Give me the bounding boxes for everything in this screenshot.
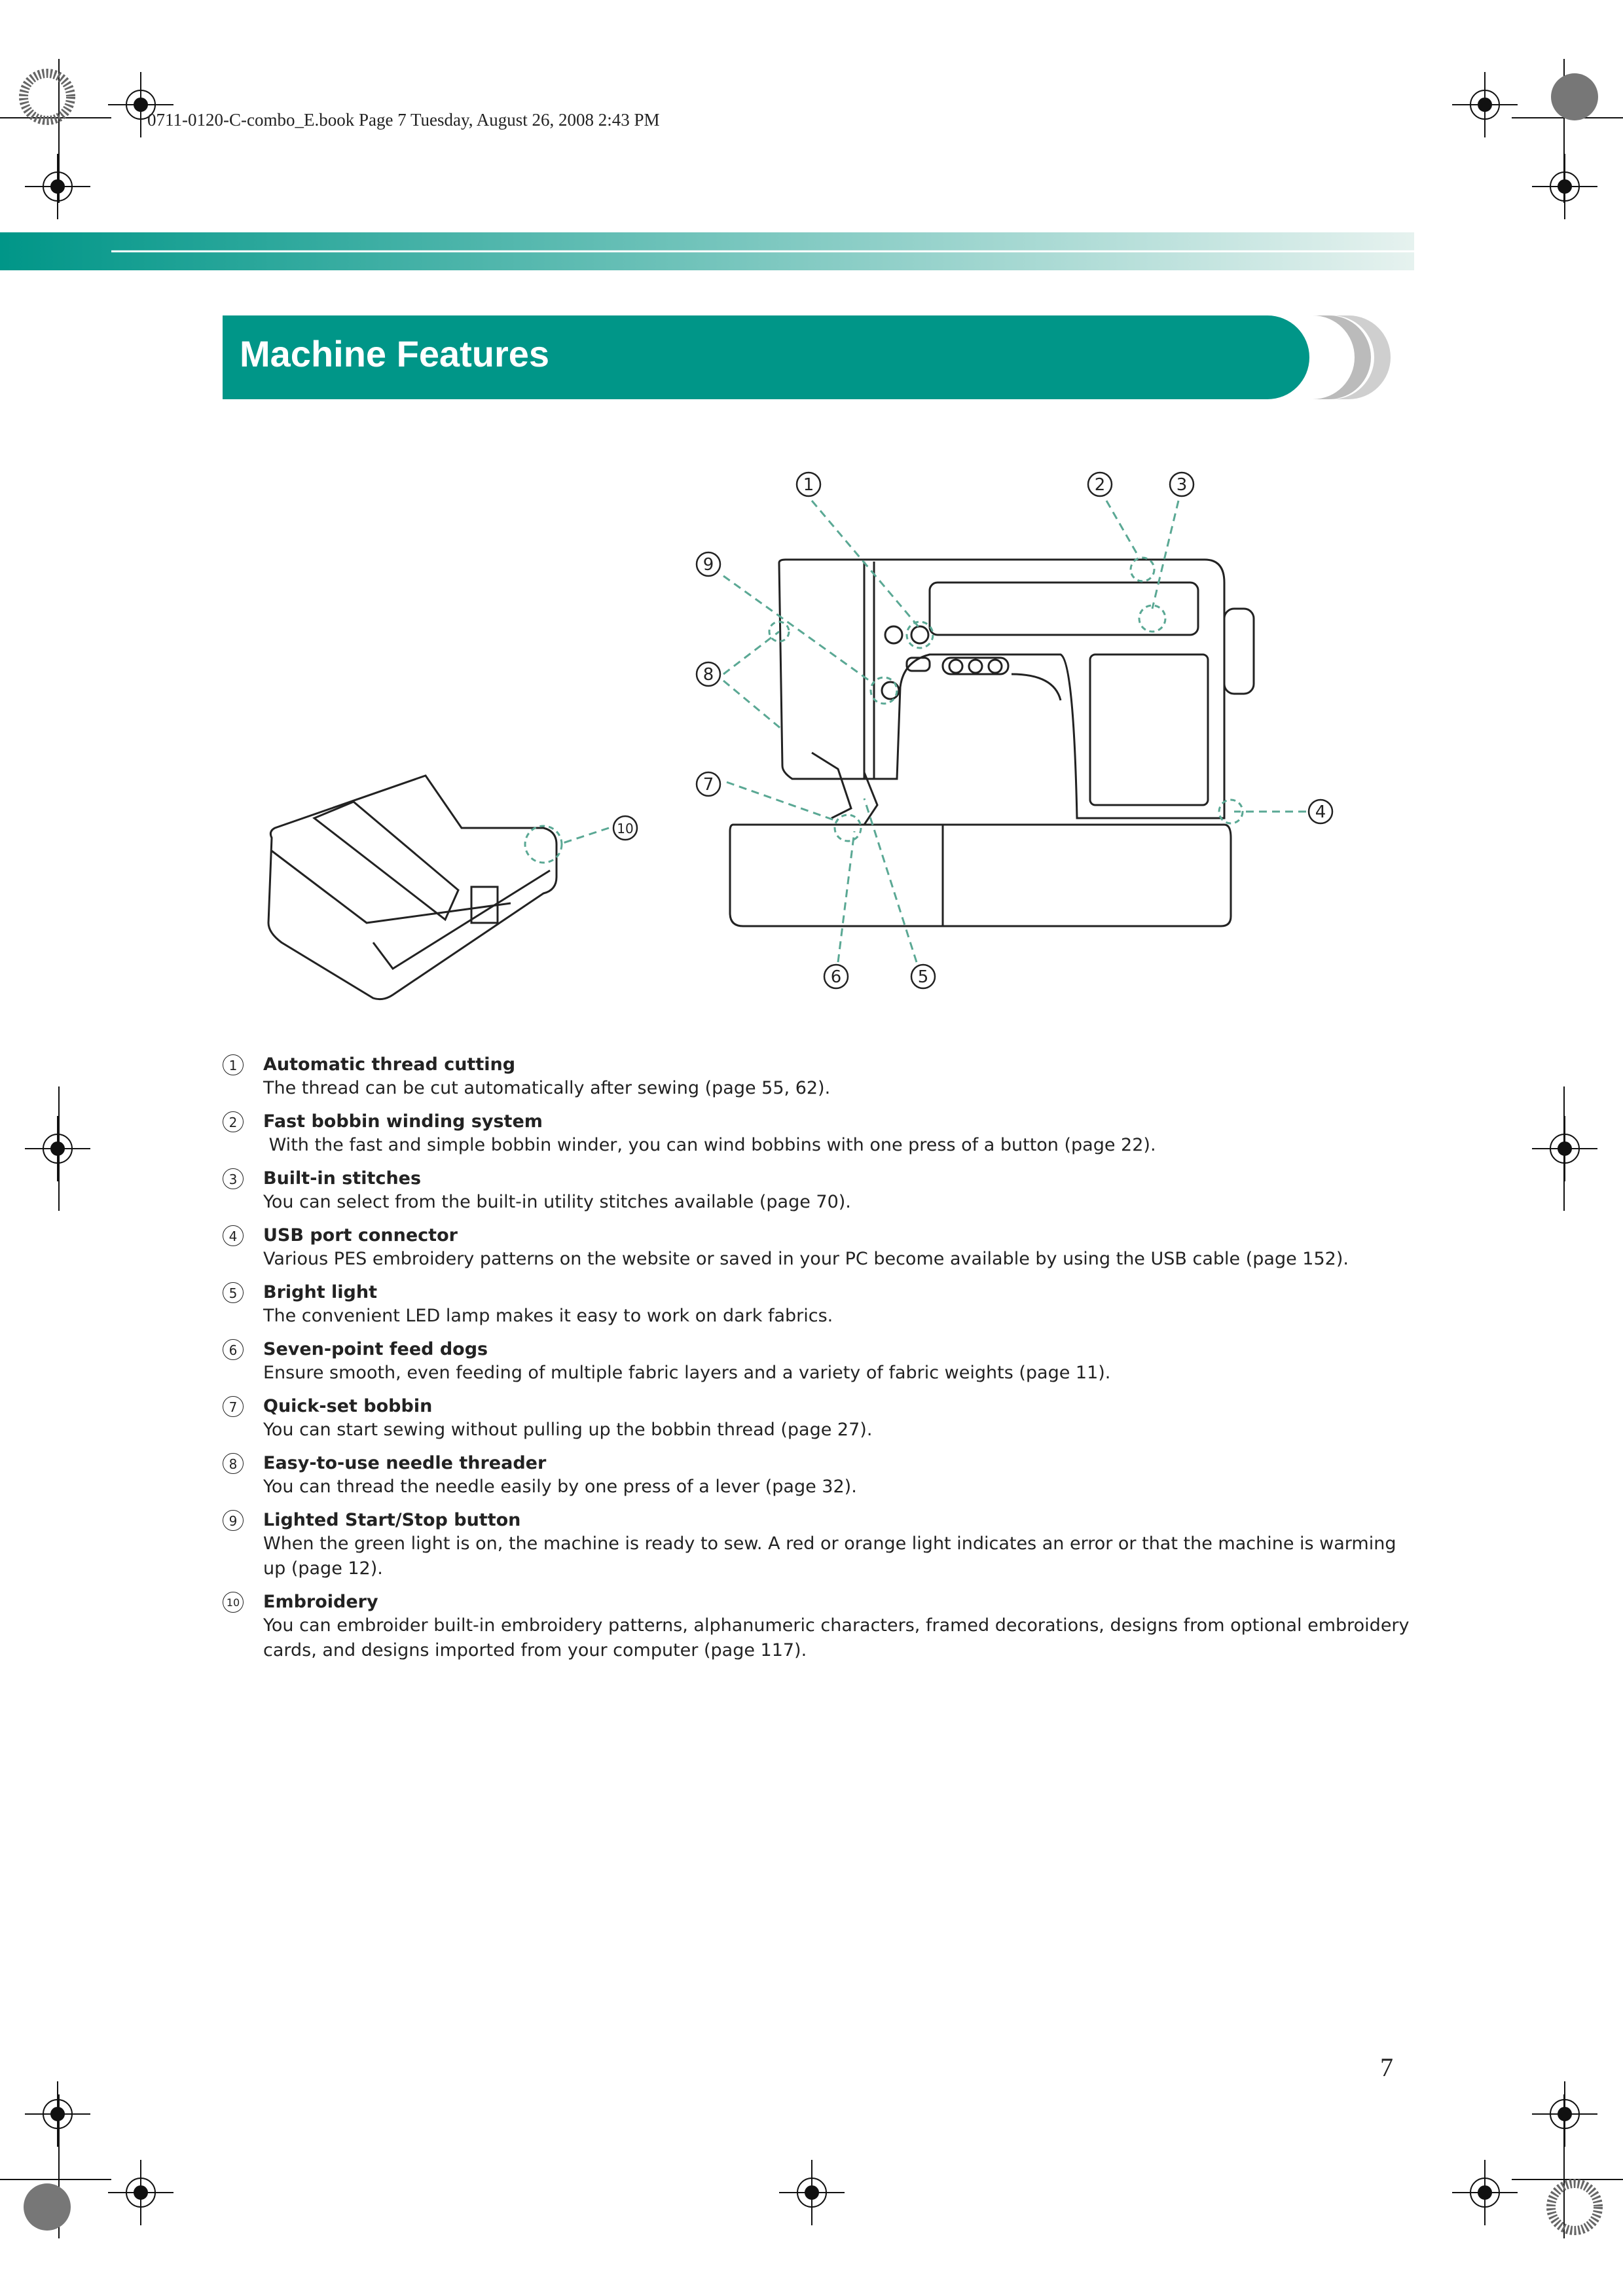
feature-description: Ensure smooth, even feeding of multiple fabric layers and a variety of fabric weights (page 11).: [263, 1363, 1111, 1383]
callout-2: [1088, 473, 1112, 496]
feature-title: USB port connector: [263, 1225, 458, 1246]
feature-description: When the green light is on, the machine is ready to sew. A red or orange light indicates an error or that the machine is warming up (page 12).: [263, 1534, 1396, 1579]
callout-9: [697, 552, 720, 576]
feature-number: 9: [223, 1510, 244, 1531]
svg-text:1: 1: [803, 475, 814, 495]
feature-description: You can start sewing without pulling up the bobbin thread (page 27).: [263, 1420, 873, 1440]
feature-item: [223, 1395, 1421, 1443]
feature-title: Easy-to-use needle threader: [263, 1453, 547, 1473]
feature-description: With the fast and simple bobbin winder, you can wind bobbins with one press of a button (page 22).: [263, 1135, 1156, 1155]
svg-text:8: 8: [702, 665, 714, 685]
feature-number: 10: [223, 1592, 244, 1613]
feature-description: You can embroider built-in embroidery patterns, alphanumeric characters, framed decorations, designs from optional embroidery cards, and designs imported from your computer (page 117).: [263, 1615, 1410, 1660]
feature-description: The thread can be cut automatically after sewing (page 55, 62).: [263, 1078, 831, 1098]
callout-3: [1170, 473, 1194, 496]
callout-8: [697, 662, 720, 686]
feature-number: 3: [223, 1168, 244, 1189]
feature-title: Quick-set bobbin: [263, 1396, 433, 1416]
feature-title: Bright light: [263, 1282, 377, 1302]
svg-text:6: 6: [830, 967, 842, 987]
feature-number: 2: [223, 1111, 244, 1132]
feature-title: Automatic thread cutting: [263, 1054, 516, 1075]
svg-text:2: 2: [1094, 475, 1106, 495]
feature-description: The convenient LED lamp makes it easy to work on dark fabrics.: [263, 1306, 833, 1326]
callout-10: [613, 816, 637, 840]
callout-4: [1309, 800, 1332, 823]
feature-description: You can select from the built-in utility stitches available (page 70).: [263, 1192, 851, 1212]
feature-item: [223, 1338, 1421, 1386]
callout-6: [824, 965, 848, 988]
feature-item: [223, 1168, 1421, 1215]
feature-item: [223, 1452, 1421, 1499]
feature-item: [223, 1225, 1421, 1272]
feature-title: Built-in stitches: [263, 1168, 422, 1189]
feature-description: Various PES embroidery patterns on the website or saved in your PC become available by using the USB cable (page 152).: [263, 1249, 1349, 1269]
svg-text:5: 5: [917, 967, 929, 987]
callout-1: [797, 473, 820, 496]
page-title: Machine Features: [240, 333, 550, 374]
callout-7: [697, 772, 720, 796]
svg-text:10: 10: [617, 821, 634, 836]
svg-text:7: 7: [702, 775, 714, 795]
feature-item: [223, 1509, 1421, 1581]
feature-number: 5: [223, 1282, 244, 1303]
feature-description: You can thread the needle easily by one press of a lever (page 32).: [263, 1477, 857, 1497]
feature-list: [223, 1054, 1421, 1673]
feature-number: 8: [223, 1453, 244, 1474]
feature-number: 4: [223, 1225, 244, 1246]
feature-item: [223, 1111, 1421, 1158]
feature-number: 1: [223, 1054, 244, 1075]
feature-title: Seven-point feed dogs: [263, 1339, 488, 1359]
page-number: 7: [1380, 2053, 1393, 2082]
feature-item: [223, 1591, 1421, 1663]
svg-text:3: 3: [1176, 475, 1188, 495]
svg-text:9: 9: [702, 555, 714, 575]
feature-title: Fast bobbin winding system: [263, 1111, 543, 1132]
callout-5: [911, 965, 935, 988]
feature-item: [223, 1282, 1421, 1329]
feature-item: [223, 1054, 1421, 1101]
feature-title: Embroidery: [263, 1592, 378, 1612]
feature-title: Lighted Start/Stop button: [263, 1510, 521, 1530]
feature-number: 7: [223, 1396, 244, 1417]
feature-number: 6: [223, 1339, 244, 1360]
file-header-line: 0711-0120-C-combo_E.book Page 7 Tuesday, August 26, 2008 2:43 PM: [147, 110, 660, 130]
svg-text:4: 4: [1315, 802, 1326, 822]
